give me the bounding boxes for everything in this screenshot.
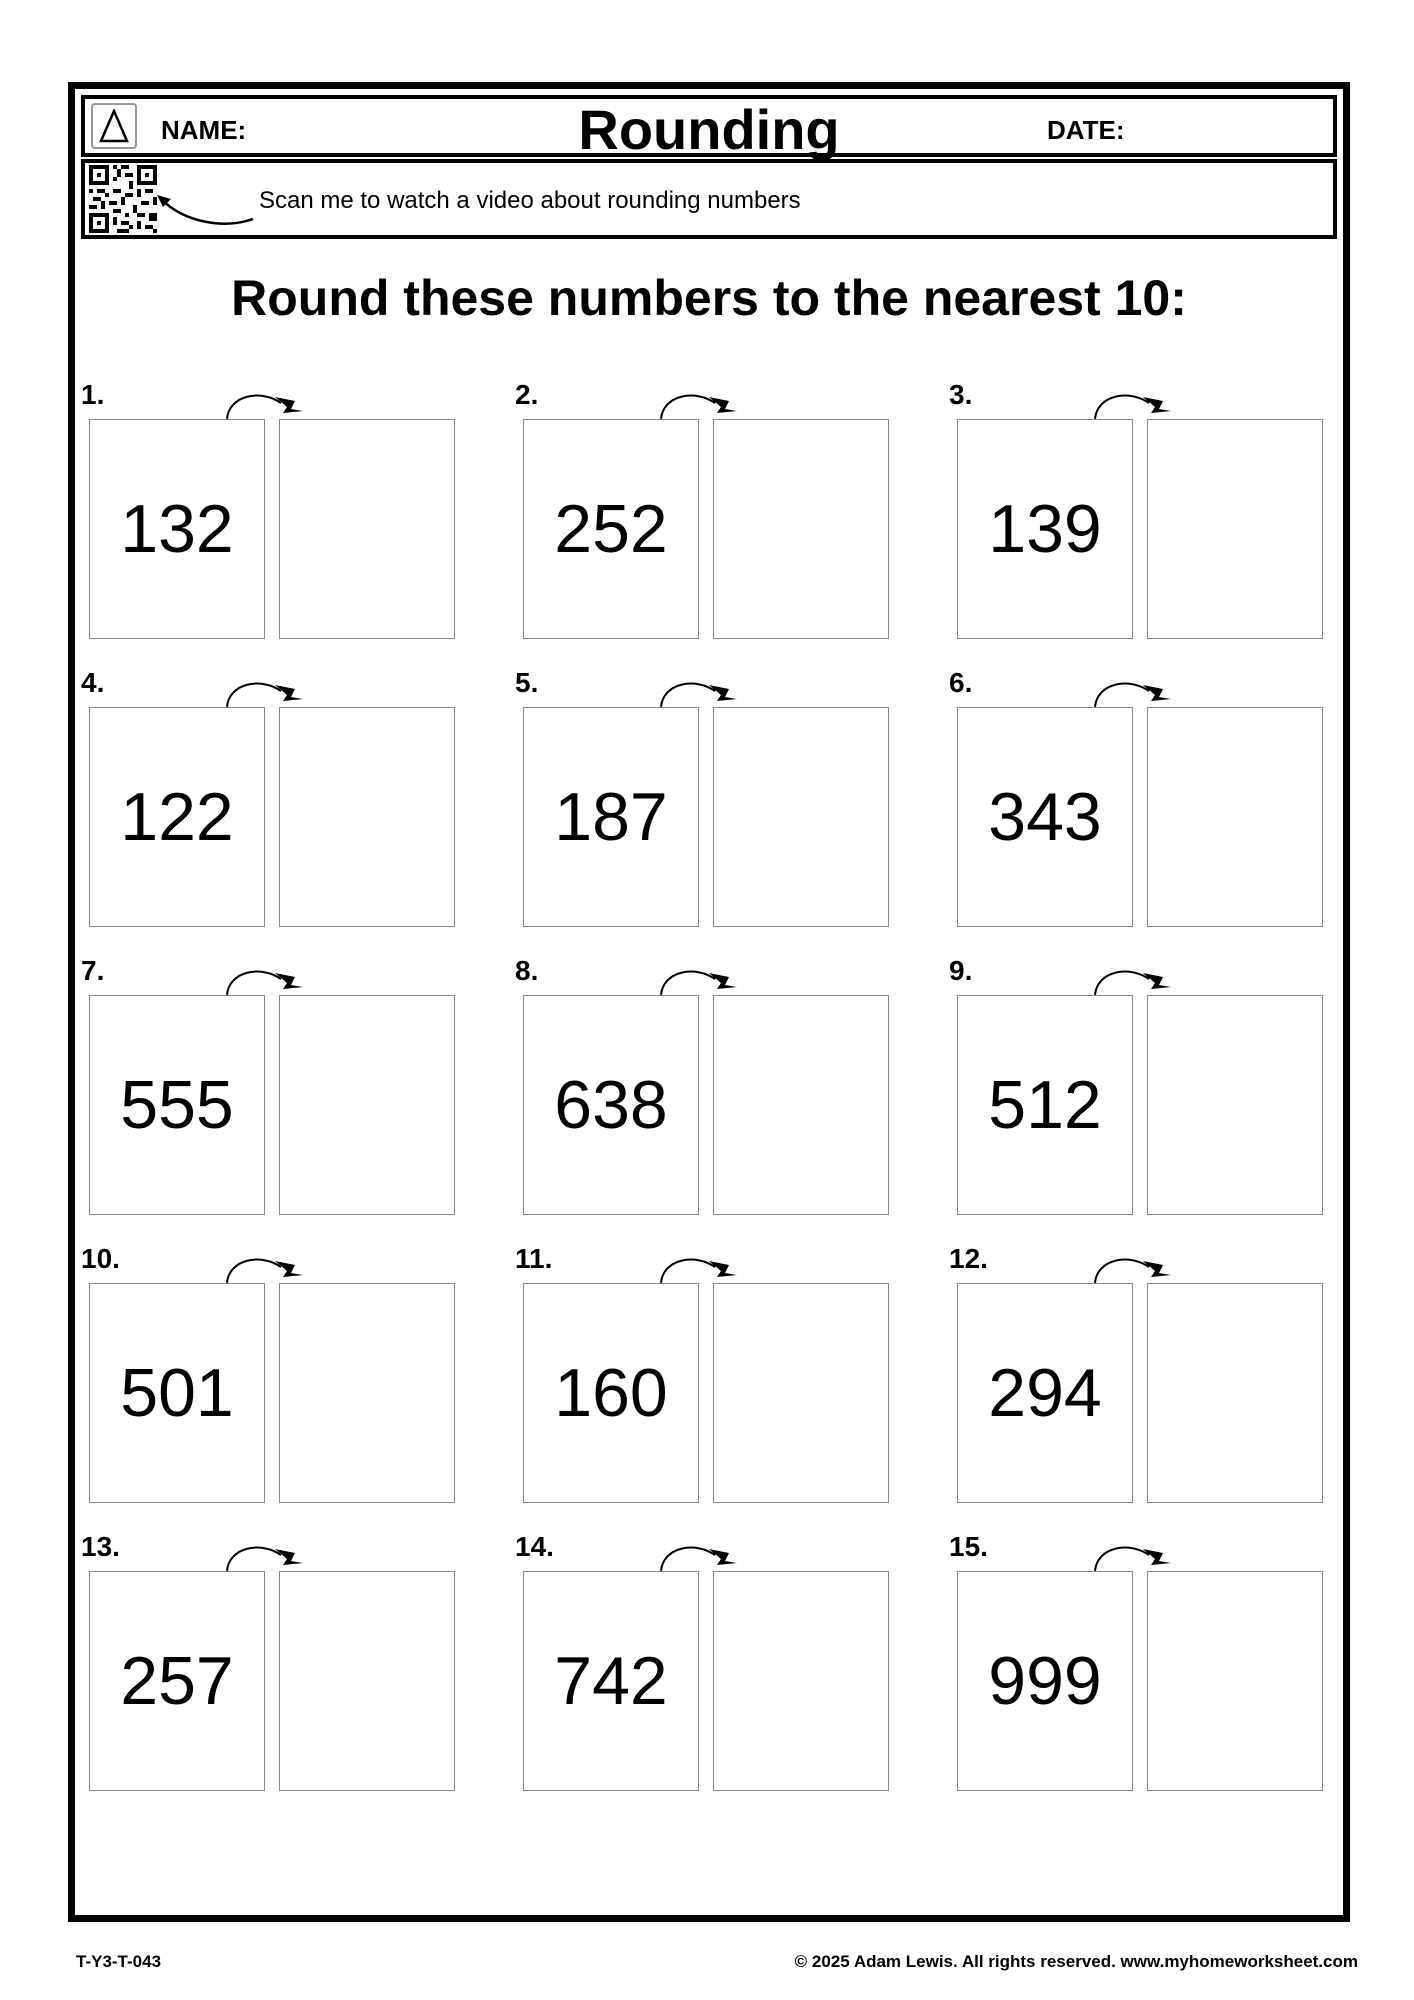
given-number-box — [89, 707, 265, 927]
problem-item — [949, 1531, 1349, 1821]
question-number: 8. — [515, 955, 539, 986]
arrow-icon — [1089, 1539, 1179, 1573]
given-number-box — [523, 995, 699, 1215]
answer-box[interactable] — [279, 995, 455, 1215]
problem-item — [515, 379, 915, 669]
qr-instruction-text: Scan me to watch a video about rounding numbers — [259, 187, 801, 214]
answer-box[interactable] — [279, 707, 455, 927]
problem-item — [81, 955, 481, 1245]
problem-item — [515, 1243, 915, 1533]
page-title: Rounding — [578, 98, 840, 161]
given-number: 122 — [120, 779, 234, 855]
question-number: 12. — [949, 1243, 988, 1274]
given-number: 742 — [554, 1643, 668, 1719]
answer-box[interactable] — [713, 419, 889, 639]
arrow-icon — [221, 963, 311, 997]
given-number-box — [89, 419, 265, 639]
given-number: 638 — [554, 1067, 668, 1143]
arrow-icon — [221, 1539, 311, 1573]
date-label: DATE: — [1047, 115, 1125, 145]
problem-item — [949, 667, 1349, 957]
given-number-box — [523, 1571, 699, 1791]
answer-box[interactable] — [1147, 1571, 1323, 1791]
given-number-box — [957, 1283, 1133, 1503]
given-number-box — [957, 995, 1133, 1215]
arrow-icon — [655, 1539, 745, 1573]
answer-box[interactable] — [279, 1283, 455, 1503]
arrow-icon — [1089, 675, 1179, 709]
arrow-icon — [1089, 1251, 1179, 1285]
copyright-notice: © 2025 Adam Lewis. All rights reserved. www.myhomeworksheet.com — [794, 1952, 1358, 1971]
problem-item — [81, 379, 481, 669]
given-number-box — [89, 1283, 265, 1503]
question-number: 15. — [949, 1531, 988, 1562]
answer-box[interactable] — [279, 419, 455, 639]
answer-box[interactable] — [713, 707, 889, 927]
arrow-icon — [221, 1251, 311, 1285]
worksheet-code: T-Y3-T-043 — [76, 1952, 162, 1971]
question-number: 14. — [515, 1531, 554, 1562]
given-number: 294 — [988, 1355, 1102, 1431]
given-number: 132 — [120, 491, 234, 567]
arrow-icon — [221, 387, 311, 421]
question-number: 11. — [515, 1243, 553, 1274]
arrow-icon — [1089, 387, 1179, 421]
curved-arrow-icon — [155, 193, 255, 227]
given-number: 139 — [988, 491, 1102, 567]
arrow-icon — [655, 963, 745, 997]
given-number: 252 — [554, 491, 668, 567]
answer-box[interactable] — [713, 1571, 889, 1791]
instruction-heading: Round these numbers to the nearest 10: — [231, 270, 1187, 326]
answer-box[interactable] — [279, 1571, 455, 1791]
problem-item — [515, 667, 915, 957]
arrow-icon — [655, 387, 745, 421]
question-number: 1. — [81, 379, 105, 410]
given-number-box — [89, 1571, 265, 1791]
question-number: 9. — [949, 955, 973, 986]
given-number: 555 — [120, 1067, 234, 1143]
question-number: 4. — [81, 667, 105, 698]
answer-box[interactable] — [1147, 995, 1323, 1215]
problem-item — [81, 1243, 481, 1533]
answer-box[interactable] — [1147, 1283, 1323, 1503]
given-number: 501 — [120, 1355, 234, 1431]
answer-box[interactable] — [713, 1283, 889, 1503]
given-number: 999 — [988, 1643, 1102, 1719]
problem-item — [81, 1531, 481, 1821]
worksheet-frame — [68, 82, 1350, 1922]
answer-box[interactable] — [1147, 419, 1323, 639]
given-number: 187 — [554, 779, 668, 855]
given-number: 343 — [988, 779, 1102, 855]
question-number: 13. — [81, 1531, 120, 1562]
problem-item — [515, 1531, 915, 1821]
arrow-icon — [221, 675, 311, 709]
question-number: 6. — [949, 667, 973, 698]
question-number: 2. — [515, 379, 539, 410]
given-number-box — [523, 707, 699, 927]
given-number: 512 — [988, 1067, 1102, 1143]
given-number-box — [523, 1283, 699, 1503]
question-number: 10. — [81, 1243, 120, 1274]
answer-box[interactable] — [713, 995, 889, 1215]
question-number: 7. — [81, 955, 105, 986]
question-number: 5. — [515, 667, 539, 698]
name-label: NAME: — [161, 115, 247, 145]
given-number: 257 — [120, 1643, 234, 1719]
problem-item — [81, 667, 481, 957]
problem-item — [515, 955, 915, 1245]
qr-banner — [81, 159, 1337, 239]
given-number-box — [957, 1571, 1133, 1791]
arrow-icon — [655, 1251, 745, 1285]
arrow-icon — [655, 675, 745, 709]
given-number-box — [523, 419, 699, 639]
problem-item — [949, 1243, 1349, 1533]
question-number: 3. — [949, 379, 973, 410]
problem-item — [949, 955, 1349, 1245]
given-number: 160 — [554, 1355, 668, 1431]
arrow-icon — [1089, 963, 1179, 997]
given-number-box — [89, 995, 265, 1215]
given-number-box — [957, 707, 1133, 927]
answer-box[interactable] — [1147, 707, 1323, 927]
header-row — [81, 95, 1337, 161]
qr-code-icon[interactable] — [89, 165, 157, 233]
problem-item — [949, 379, 1349, 669]
given-number-box — [957, 419, 1133, 639]
